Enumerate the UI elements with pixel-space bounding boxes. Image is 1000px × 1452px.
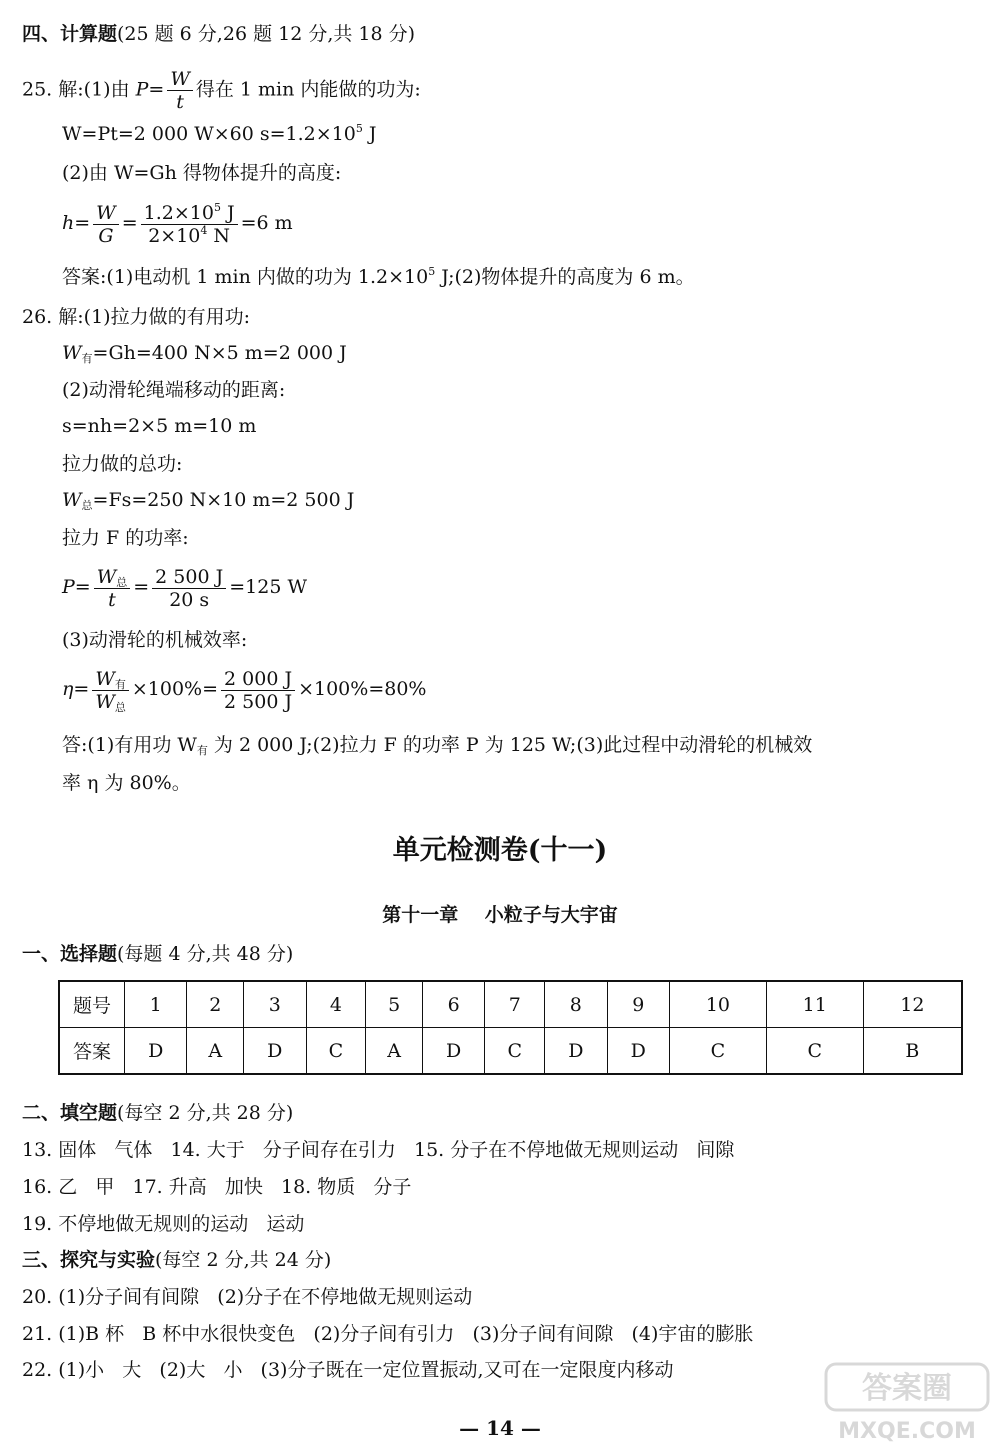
q25-frac2 xyxy=(141,202,238,247)
q26-p-n1sub: 总 xyxy=(116,575,128,589)
row-label-question: 题号 xyxy=(59,981,125,1028)
q26-p-d1: t xyxy=(108,588,116,611)
q26-l6-w: W xyxy=(62,489,82,511)
q26-answer-line1 xyxy=(62,733,812,757)
question-number: 1 xyxy=(125,981,187,1028)
q26-l2-w: W xyxy=(62,342,82,364)
q26-eta-n1: W xyxy=(95,667,115,690)
answer-cell: A xyxy=(366,1028,423,1075)
answer-table xyxy=(58,980,963,1075)
q26-eta-frac1 xyxy=(92,668,129,713)
q26-l6-b: =Fs=250 N×10 m=2 500 J xyxy=(92,489,355,511)
q25-n2a: 1.2×10 xyxy=(143,201,214,224)
q26-eta-n1sub: 有 xyxy=(114,677,126,691)
q25-frac2-den xyxy=(141,225,238,247)
watermark-top-text: 答案圈 xyxy=(862,1371,952,1406)
q26-power-formula xyxy=(62,564,307,611)
q25-l2-exp: 5 xyxy=(355,122,363,135)
table-row-numbers xyxy=(59,981,962,1028)
q25-work-line xyxy=(62,122,377,146)
answer-cell: C xyxy=(669,1028,766,1075)
section-3-note: (每空 2 分,共 24 分) xyxy=(155,1249,332,1271)
answer-cell: D xyxy=(545,1028,607,1075)
q26-p-frac2 xyxy=(152,566,226,611)
q26-p-frac1-num xyxy=(94,566,131,589)
answer-cell: A xyxy=(187,1028,244,1075)
q26-l2-b: =Gh=400 N×5 m=2 000 J xyxy=(92,342,347,364)
q26-p-eq: = xyxy=(133,576,150,598)
answer-cell: C xyxy=(766,1028,863,1075)
section-3-line: 20. (1)分子间有间隙 (2)分子在不停地做无规则运动 xyxy=(22,1286,473,1308)
q25-intro-lhs: P= xyxy=(135,78,165,101)
q26-eta-frac1-num xyxy=(92,668,129,691)
q25-n2b: J xyxy=(220,201,235,224)
section-4-title: 四、计算题 xyxy=(22,23,118,45)
q25-height-formula xyxy=(62,200,293,247)
q26-power-label: 拉力 F 的功率: xyxy=(62,527,189,549)
q26-step1: 26. 解:(1)拉力做的有用功: xyxy=(22,306,250,328)
row-label-answer: 答案 xyxy=(59,1028,125,1075)
q25-d2b: N xyxy=(207,224,231,247)
table-row-answers xyxy=(59,1028,962,1075)
section-4-note: (25 题 6 分,26 题 12 分,共 18 分) xyxy=(117,23,416,45)
unit-title: 单元检测卷(十一) xyxy=(392,835,608,866)
q26-p-n2: 2 500 J xyxy=(152,566,226,589)
q25-d2exp: 4 xyxy=(200,223,208,237)
answer-cell: D xyxy=(125,1028,187,1075)
answer-cell: C xyxy=(306,1028,366,1075)
section-2-line: 19. 不停地做无规则的运动 运动 xyxy=(22,1213,305,1235)
q25-ans-b: J;(2)物体提升的高度为 6 m。 xyxy=(435,266,695,288)
question-number: 2 xyxy=(187,981,244,1028)
chapter-title: 第十一章 小粒子与大宇宙 xyxy=(382,904,618,926)
q26-p-frac1 xyxy=(94,566,131,611)
q26-step3: (3)动滑轮的机械效率: xyxy=(62,629,248,651)
question-number: 7 xyxy=(485,981,545,1028)
q26-eta-mid: ×100%= xyxy=(131,678,219,700)
q26-eta-res: ×100%=80% xyxy=(298,678,427,700)
answer-cell: C xyxy=(485,1028,545,1075)
question-number: 4 xyxy=(306,981,366,1028)
section-2-header xyxy=(22,1101,293,1125)
question-number: 6 xyxy=(422,981,484,1028)
section-2-line: 16. 乙 甲 17. 升高 加快 18. 物质 分子 xyxy=(22,1176,412,1198)
question-number: 3 xyxy=(244,981,306,1028)
q25-d2a: 2×10 xyxy=(148,224,201,247)
q26-eta-d1sub: 总 xyxy=(114,700,126,714)
section-4-header xyxy=(22,22,415,46)
question-number: 8 xyxy=(545,981,607,1028)
q25-intro xyxy=(22,68,421,113)
q25-intro-tail: 得在 1 min 内能做的功为: xyxy=(195,78,421,101)
q26-total-work-label: 拉力做的总功: xyxy=(62,453,183,475)
q25-ans-exp: 5 xyxy=(428,265,436,278)
q26-total-work xyxy=(62,488,354,512)
question-number: 10 xyxy=(669,981,766,1028)
section-3-title: 三、探究与实验 xyxy=(22,1249,156,1271)
q26-p-d2: 20 s xyxy=(169,588,210,611)
q26-p-res: =125 W xyxy=(229,576,307,598)
q26-efficiency-formula xyxy=(62,666,426,713)
answer-cell: D xyxy=(244,1028,306,1075)
q25-frac2-num xyxy=(141,202,238,225)
q26-eta-d1: W xyxy=(95,690,115,713)
q26-ans1-b: 为 2 000 J;(2)拉力 F 的功率 P 为 125 W;(3)此过程中动滑轮的机械效 xyxy=(207,734,813,756)
section-1-title: 一、选择题 xyxy=(22,943,118,965)
q26-answer-line2: 率 η 为 80%。 xyxy=(62,772,191,794)
answer-cell: D xyxy=(607,1028,669,1075)
q26-eta-frac1-den xyxy=(92,691,129,713)
section-3-line: 22. (1)小 大 (2)大 小 (3)分子既在一定位置振动,又可在一定限度内移动 xyxy=(22,1359,674,1381)
watermark-logo xyxy=(822,1360,992,1445)
q25-l2-b: J xyxy=(362,123,377,145)
q25-intro-text: 25. 解:(1)由 xyxy=(22,78,136,101)
q25-frac1-den: G xyxy=(98,224,114,247)
section-3-line: 21. (1)B 杯 B 杯中水很快变色 (2)分子间有引力 (3)分子间有间隙 (4)宇宙的膨胀 xyxy=(22,1323,754,1345)
answer-cell: B xyxy=(863,1028,962,1075)
section-2-line: 13. 固体 气体 14. 大于 分子间存在引力 15. 分子在不停地做无规则运动 间隙 xyxy=(22,1139,735,1161)
q26-eta-d2: 2 500 J xyxy=(224,690,293,713)
page-number: — 14 — xyxy=(459,1416,541,1440)
watermark-bottom-text: MXQE.COM xyxy=(838,1419,976,1444)
question-number: 11 xyxy=(766,981,863,1028)
section-1-header xyxy=(22,942,293,966)
q26-eta-frac2 xyxy=(221,668,295,713)
q25-frac1-num: W xyxy=(93,202,119,225)
q26-eta-n2: 2 000 J xyxy=(221,668,295,691)
q25-intro-fraction xyxy=(167,68,193,113)
q25-intro-num: W xyxy=(167,68,193,91)
q25-answer xyxy=(62,265,695,289)
section-2-note: (每空 2 分,共 28 分) xyxy=(117,1102,294,1124)
q25-step2: (2)由 W=Gh 得物体提升的高度: xyxy=(62,162,342,184)
section-1-note: (每题 4 分,共 48 分) xyxy=(117,943,294,965)
q26-ans1-a: 答:(1)有用功 W xyxy=(62,734,197,756)
q25-h-res: =6 m xyxy=(240,212,293,234)
q26-ans1-sub: 有 xyxy=(196,744,208,757)
question-number: 5 xyxy=(366,981,423,1028)
q26-distance: s=nh=2×5 m=10 m xyxy=(62,415,257,437)
q25-intro-den: t xyxy=(176,91,184,113)
q26-eta-lhs: η= xyxy=(62,678,90,700)
q25-n2exp: 5 xyxy=(213,200,221,214)
q25-l2-a: W=Pt=2 000 W×60 s=1.2×10 xyxy=(62,123,356,145)
q25-eq: = xyxy=(121,212,138,234)
q26-l2-sub: 有 xyxy=(81,352,93,365)
q25-h-lhs: h= xyxy=(62,212,91,234)
q26-l6-sub: 总 xyxy=(81,499,93,512)
question-number: 9 xyxy=(607,981,669,1028)
q26-useful-work xyxy=(62,341,347,365)
q26-step2: (2)动滑轮绳端移动的距离: xyxy=(62,379,286,401)
question-number: 12 xyxy=(863,981,962,1028)
section-3-header xyxy=(22,1248,331,1272)
q26-p-lhs: P= xyxy=(62,576,91,598)
q26-p-n1: W xyxy=(96,565,117,588)
section-2-title: 二、填空题 xyxy=(22,1102,118,1124)
q25-ans-a: 答案:(1)电动机 1 min 内做的功为 1.2×10 xyxy=(62,266,429,288)
answer-cell: D xyxy=(422,1028,484,1075)
q25-frac1 xyxy=(93,202,119,247)
